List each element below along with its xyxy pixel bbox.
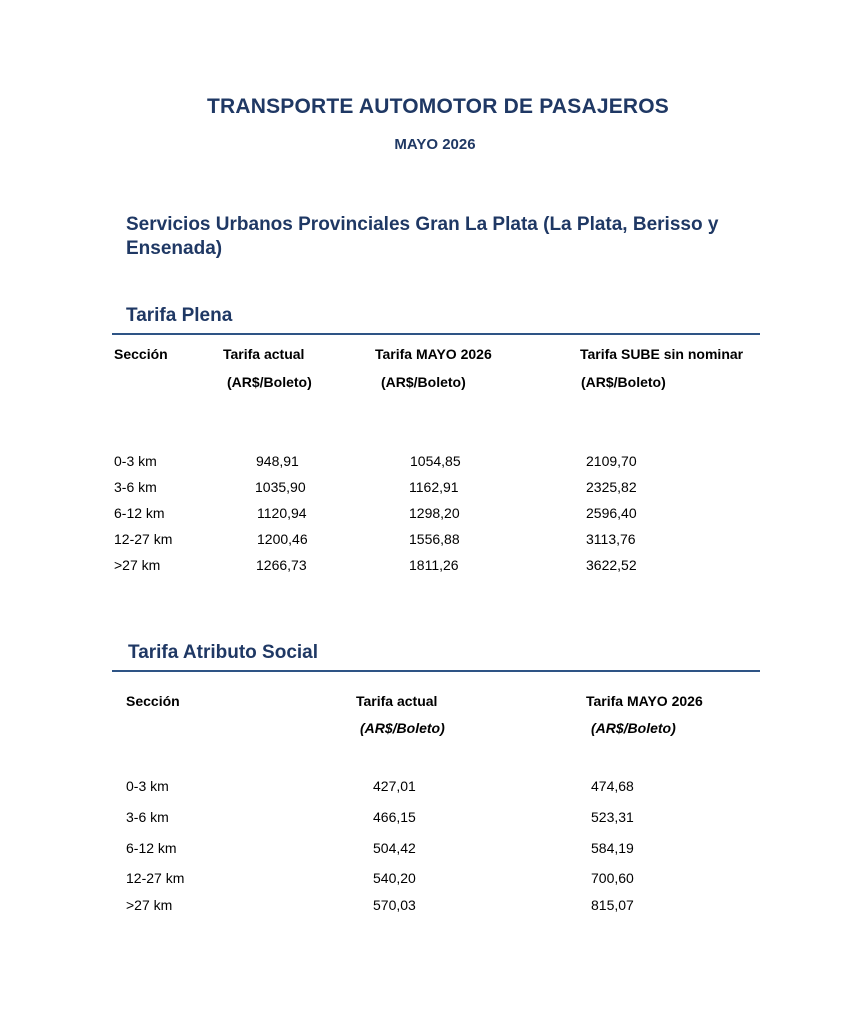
cell-actual: 948,91 (256, 453, 299, 469)
cell-seccion: 12-27 km (126, 870, 185, 886)
cell-sube: 3113,76 (586, 531, 636, 547)
cell-actual: 1200,46 (257, 531, 308, 547)
tarifa-social-rule (112, 670, 760, 672)
cell-actual: 504,42 (373, 840, 416, 856)
cell-mayo: 1556,88 (409, 531, 460, 547)
sub-title: MAYO 2026 (394, 136, 476, 153)
header-tarifa-actual: Tarifa actual (223, 346, 305, 362)
main-title: TRANSPORTE AUTOMOTOR DE PASAJEROS (206, 95, 670, 118)
cell-seccion: 6-12 km (114, 505, 165, 521)
header-tarifa-actual-unit: (AR$/Boleto) (360, 720, 445, 736)
cell-seccion: 0-3 km (126, 778, 169, 794)
header-tarifa-sube: Tarifa SUBE sin nominar (580, 346, 744, 362)
cell-seccion: 0-3 km (114, 453, 157, 469)
cell-mayo: 1054,85 (410, 453, 461, 469)
header-tarifa-mayo-unit: (AR$/Boleto) (591, 720, 676, 736)
cell-actual: 427,01 (373, 778, 416, 794)
cell-mayo: 523,31 (591, 809, 634, 825)
cell-mayo: 584,19 (591, 840, 634, 856)
cell-mayo: 474,68 (591, 778, 634, 794)
header-tarifa-actual-unit: (AR$/Boleto) (227, 374, 312, 390)
header-tarifa-mayo-unit: (AR$/Boleto) (381, 374, 466, 390)
tarifa-social-title: Tarifa Atributo Social (128, 642, 319, 663)
cell-actual: 540,20 (373, 870, 416, 886)
header-tarifa-sube-unit: (AR$/Boleto) (581, 374, 666, 390)
cell-seccion: 3-6 km (126, 809, 169, 825)
tarifa-plena-title: Tarifa Plena (126, 305, 233, 326)
cell-mayo: 1298,20 (409, 505, 460, 521)
header-tarifa-actual: Tarifa actual (356, 693, 438, 709)
cell-seccion: 3-6 km (114, 479, 157, 495)
header-seccion: Sección (126, 693, 180, 709)
cell-mayo: 700,60 (591, 870, 634, 886)
cell-mayo: 815,07 (591, 897, 634, 913)
cell-sube: 2109,70 (586, 453, 637, 469)
cell-sube: 3622,52 (586, 557, 637, 573)
cell-sube: 2325,82 (586, 479, 637, 495)
cell-actual: 1120,94 (257, 505, 307, 521)
cell-actual: 1035,90 (255, 479, 306, 495)
cell-actual: 466,15 (373, 809, 416, 825)
cell-actual: 570,03 (373, 897, 416, 913)
cell-seccion: 6-12 km (126, 840, 177, 856)
cell-actual: 1266,73 (256, 557, 307, 573)
cell-mayo: 1162,91 (409, 479, 459, 495)
cell-mayo: 1811,26 (409, 557, 459, 573)
cell-seccion: 12-27 km (114, 531, 173, 547)
cell-sube: 2596,40 (586, 505, 637, 521)
header-tarifa-mayo: Tarifa MAYO 2026 (586, 693, 703, 709)
cell-seccion: >27 km (114, 557, 161, 573)
service-title: Servicios Urbanos Provinciales Gran La Plata (La Plata, Berisso y Ensenada) (126, 214, 719, 259)
header-tarifa-mayo: Tarifa MAYO 2026 (375, 346, 492, 362)
cell-seccion: >27 km (126, 897, 173, 913)
header-seccion: Sección (114, 346, 168, 362)
tarifa-plena-rule (112, 333, 760, 335)
